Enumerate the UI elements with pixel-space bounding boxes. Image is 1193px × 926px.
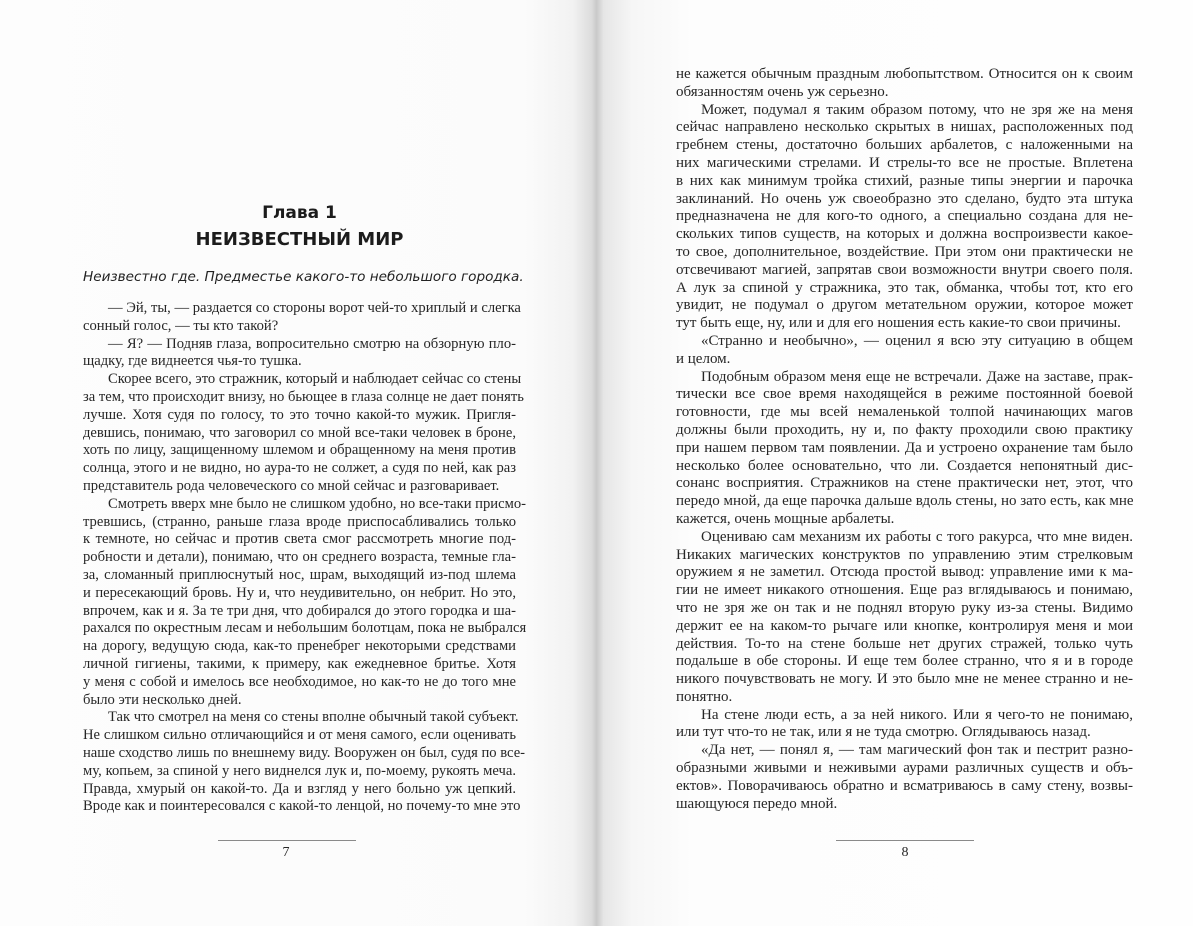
text-line: Не слишком сильно отличающийся и от меня самого, если оценивать bbox=[83, 727, 516, 744]
text-line: сонанс восприятия. Стражников на стене практически нет, этот, что bbox=[676, 475, 1133, 492]
text-line: Скорее всего, это стражник, который и наблюдает сейчас со стены bbox=[108, 371, 522, 388]
text-line: тически все свое время находящейся в режиме постоянной боевой bbox=[676, 386, 1133, 403]
paragraph bbox=[676, 333, 1133, 369]
left-page-body bbox=[83, 300, 527, 816]
text-line: образными живыми и неживыми аурами различных существ и объ- bbox=[676, 760, 1133, 777]
text-line: передо мной, да еще парочка дальше вдоль стены, но зато есть, как мне bbox=[676, 493, 1134, 510]
text-line: му, копьем, за спиной у него виднелся лук и, по-моему, рукоять меча. bbox=[83, 762, 516, 779]
text-line: за тем, что происходит внизу, но бьющее в глаза солнце не дает понять bbox=[83, 388, 524, 405]
text-line: них магическими стрелами. И стрелы-то все не простые. Вплетена bbox=[676, 154, 1133, 171]
text-line: Вроде как и поинтересовался с какой-то ленцой, но почему-то мне это bbox=[83, 798, 521, 815]
text-line: увидит, не подумал о другом метательном оружии, которое может bbox=[676, 297, 1133, 314]
text-line: отсвечивают магией, запрятав свои возможности внутри своего поля. bbox=[676, 261, 1133, 278]
text-line: сейчас направлено несколько скрытых в нишах, расположенных под bbox=[676, 119, 1133, 136]
text-line: шающуюся передо мной. bbox=[676, 795, 838, 812]
paragraph bbox=[83, 495, 527, 710]
right-page-body bbox=[676, 66, 1133, 813]
text-line: — Эй, ты, — раздается со стороны ворот чей-то хриплый и слегка bbox=[108, 300, 521, 316]
text-line: щадку, где виднеется чья-то тушка. bbox=[83, 353, 302, 370]
text-line: действия. То-то на стене больше нет других стражей, только чуть bbox=[676, 635, 1133, 652]
text-line: Подобным образом меня еще не встречали. Даже на заставе, прак- bbox=[701, 368, 1133, 385]
paragraph bbox=[83, 300, 521, 336]
text-line: то свое, дополнительное, воздействие. При этом они практически не bbox=[676, 243, 1133, 260]
paragraph bbox=[83, 336, 516, 372]
text-line: наше сходство лишь по внешнему виду. Вооружен он был, судя по все- bbox=[83, 744, 526, 761]
chapter-label: Глава 1 bbox=[262, 203, 337, 223]
text-line: несколько более основательно, что ли. Создается непонятный дис- bbox=[676, 457, 1133, 474]
text-line: или тут что-то не так, или я не туда смотрю. Оглядываюсь назад. bbox=[676, 724, 1091, 741]
text-line: Смотреть вверх мне было не слишком удобно, но все-таки присмо- bbox=[108, 495, 526, 512]
text-line: Оцениваю сам механизм их работы с того ракурса, что мне виден. bbox=[701, 528, 1133, 545]
text-line: Так что смотрел на меня со стены вполне обычный такой субъект. bbox=[108, 709, 519, 726]
location-subtitle: Неизвестно где. Предместье какого-то небольшого городка. bbox=[83, 269, 524, 285]
text-line: подальше в обе стороны. И еще тем более странно, что я и в городе bbox=[676, 653, 1133, 670]
paragraph bbox=[83, 371, 524, 496]
text-line: — Я? — Подняв глаза, вопросительно смотрю на обзорную пло- bbox=[108, 335, 516, 352]
right-footer-rule bbox=[836, 840, 974, 841]
text-line: гии не имеет никакого отношения. Еще раз вглядываюсь и понимаю, bbox=[676, 582, 1133, 599]
text-line: Может, подумал я таким образом потому, что не зря же на меня bbox=[701, 101, 1133, 118]
text-line: рахался по окрестным лесам и небольшим болотцам, пока не выбрался bbox=[83, 620, 527, 637]
text-line: Никаких магических конструктов по управлению этим стрелковым bbox=[676, 546, 1133, 563]
text-line: «Да нет, — понял я, — там магический фон так и пестрит разно- bbox=[701, 742, 1133, 759]
text-line: Правда, хмурый он какой-то. Да и взгляд у него больно уж цепкий. bbox=[83, 780, 516, 797]
text-line: лучше. Хотя судя по голосу, то это точно какой-то мужик. Пригля- bbox=[83, 406, 516, 423]
text-line: и целом. bbox=[676, 350, 731, 367]
text-line: и пересекающий бровь. Ну и, что неудивительно, он небрит. Но это, bbox=[83, 584, 516, 601]
left-footer-rule bbox=[218, 840, 356, 841]
text-line: готовности, где мы всей немаленькой толпой начинающих магов bbox=[676, 404, 1133, 421]
text-line: девшись, понимаю, что заговорил со мной все-таки человек в броне, bbox=[83, 424, 516, 441]
text-line: никого почувствовать не могу. И это было мне не менее странно и не- bbox=[676, 671, 1133, 688]
right-page-number: 8 bbox=[901, 845, 909, 860]
paragraph bbox=[676, 707, 1133, 743]
text-line: оружием я не заметил. Отсюда простой вывод: управление ими к ма- bbox=[676, 564, 1133, 581]
paragraph bbox=[676, 102, 1133, 333]
text-line: предназначена не для кого-то одного, а специально создана для не- bbox=[676, 208, 1133, 225]
text-line: ектов». Поворачиваюсь обратно и всматриваюсь в саму стену, возвы- bbox=[676, 777, 1133, 794]
text-line: сонный голос, — ты кто такой? bbox=[83, 317, 279, 334]
text-line: «Странно и необычно», — оценил я всю эту ситуацию в общем bbox=[701, 332, 1133, 349]
paragraph bbox=[676, 369, 1133, 529]
text-line: На стене люди есть, а за ней никого. Или я чего-то не понимаю, bbox=[701, 706, 1133, 723]
text-line: тут быть еще, ну, или и для его ношения есть какие-то свои причины. bbox=[676, 315, 1121, 332]
text-line: за, сломанный приплюснутый нос, шрам, выходящий из-под шлема bbox=[83, 566, 516, 583]
text-line: А лук за спиной у стражника, это так, обманка, чтобы тот, кто его bbox=[676, 279, 1133, 296]
text-line: солнца, этого и не видно, но аура-то не солжет, а судя по ней, как раз bbox=[83, 460, 516, 477]
text-line: на дорогу, ведущую сюда, как-то пренебрег некоторыми средствами bbox=[83, 638, 516, 655]
text-line: кажется, очень мощные арбалеты. bbox=[676, 510, 895, 527]
text-line: в них как минимум тройка стихий, разные типы энергии и парочка bbox=[676, 172, 1133, 189]
text-line: понятно. bbox=[676, 688, 733, 705]
text-line: скольких типов существ, на которых и должна воспроизвести какое- bbox=[676, 226, 1133, 243]
text-line: обязанностям очень уж серьезно. bbox=[676, 83, 889, 100]
paragraph bbox=[676, 529, 1133, 707]
paragraph bbox=[676, 742, 1133, 813]
text-line: заклинаний. Но очень уж своеобразно это сделано, будто эта штука bbox=[676, 190, 1133, 207]
text-line: что не зря же он так и не поднял вторую руку из-за стены. Видимо bbox=[676, 599, 1133, 616]
left-page-number: 7 bbox=[282, 845, 290, 860]
text-line: тревшись, (странно, раньше глаза вроде приспосабливались только bbox=[83, 513, 516, 530]
text-line: держит ее на каком-то рычаге или кнопке, контролируя меня и мои bbox=[676, 617, 1133, 634]
paragraph bbox=[676, 66, 1133, 102]
text-line: личной гигиены, такими, к примеру, как ежедневное бритье. Хотя bbox=[83, 655, 516, 672]
text-line: хоть по лицу, защищенному шлемом и обращенному на меня против bbox=[83, 442, 516, 459]
text-line: при нашем первом там появлении. Да и устроено охранение там было bbox=[676, 439, 1133, 456]
chapter-title: НЕИЗВЕСТНЫЙ МИР bbox=[195, 229, 404, 250]
text-line: не кажется обычным праздным любопытством. Относится он к своим bbox=[676, 66, 1133, 82]
paragraph bbox=[83, 709, 526, 816]
text-line: впрочем, как и я. За те три дня, что добирался до этого городка и ша- bbox=[83, 602, 516, 619]
text-line: гребнем стены, достаточно больших арбалетов, с наложенными на bbox=[676, 137, 1133, 154]
text-line: представитель рода человеческого со мной сейчас и разговаривает. bbox=[83, 477, 500, 494]
text-line: робности и детали), понимаю, что он среднего возраста, темные гла- bbox=[83, 549, 516, 566]
text-line: у меня с собой и имелось все необходимое, но как-то не до того мне bbox=[83, 673, 516, 690]
text-line: было эти несколько дней. bbox=[83, 691, 242, 708]
text-line: к темноте, но сейчас и против света смог рассмотреть многие под- bbox=[83, 531, 516, 548]
text-line: должны были проходить, ну и, по факту проходили свою практику bbox=[676, 421, 1133, 438]
